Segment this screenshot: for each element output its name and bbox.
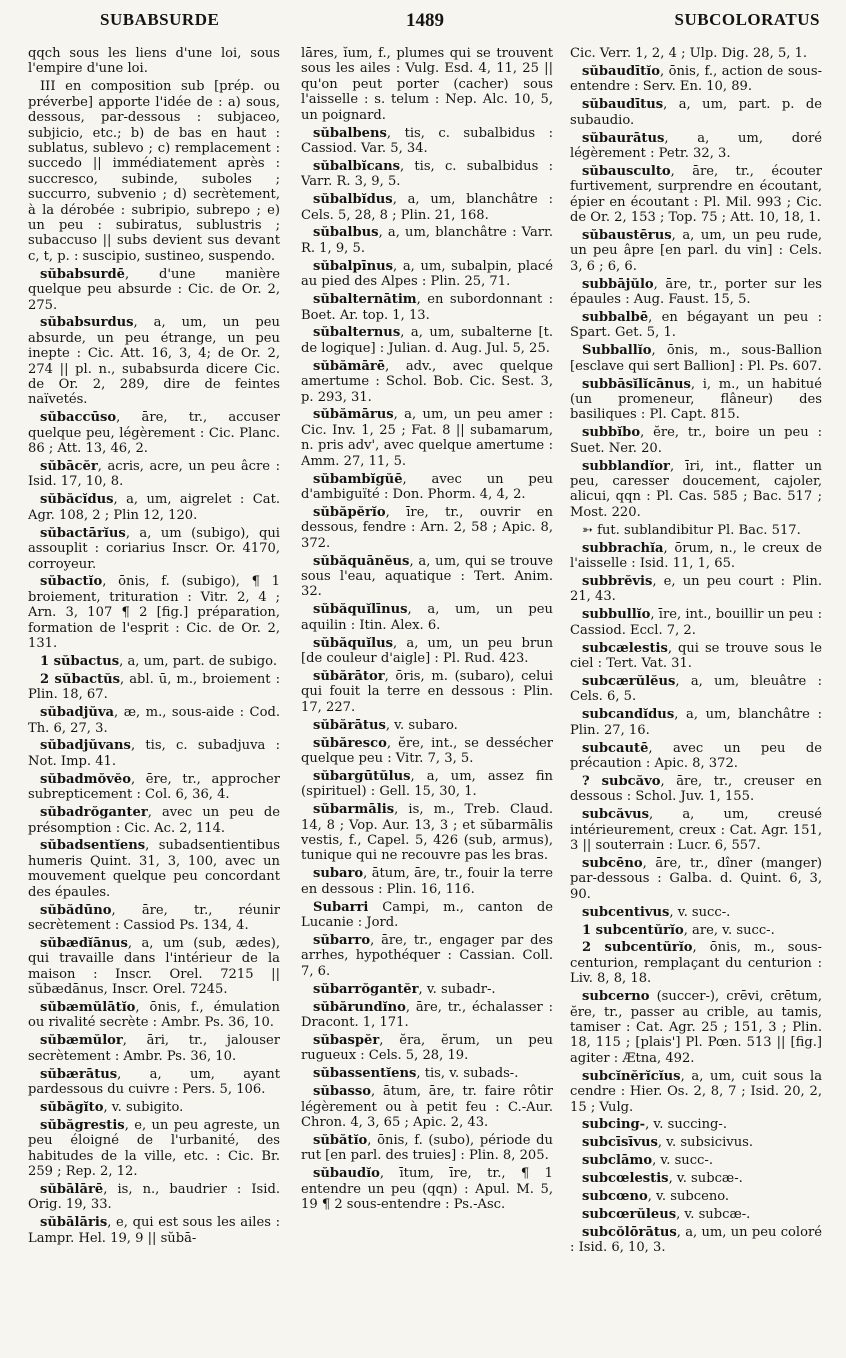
- entry-headword: sŭbasso: [313, 1084, 372, 1100]
- entry-headword: 1 sŭbactus: [40, 653, 120, 669]
- dictionary-entry: Cic. Verr. 1, 2, 4 ; Ulp. Dig. 28, 5, 1.: [570, 46, 808, 61]
- dictionary-entry: sŭbālārē, is, n., baudrier : Isid. Orig. 19, 33.: [28, 1181, 280, 1213]
- dictionary-entry: 2 subcentŭrĭo, ōnis, m., sous-centurion, remplaçant du centurion : Liv. 8, 8, 18.: [570, 940, 822, 987]
- dictionary-entry: ? subcăvo, āre, tr., creuser en dessous : Schol. Juv. 1, 155.: [570, 773, 822, 805]
- dictionary-entry: sŭbabsurdē, d'une manière quelque peu absurde : Cic. de Or. 2, 275.: [28, 266, 280, 313]
- entry-headword: subcerno: [582, 989, 650, 1005]
- entry-headword: subbāsĭlĭcānus: [582, 376, 691, 392]
- dictionary-entry: subbullĭo, īre, int., bouillir un peu : Cassiod. Eccl. 7, 2.: [570, 607, 822, 638]
- dictionary-entry: sŭbambĭgŭē, avec un peu d'ambiguïté : Don. Phorm. 4, 4, 2.: [301, 471, 553, 502]
- dictionary-entry: subbājŭlo, āre, tr., porter sur les épaules : Aug. Faust. 15, 5.: [570, 276, 822, 308]
- entry-headword: sŭbærātus: [40, 1066, 118, 1082]
- dictionary-entry: subcandĭdus, a, um, blanchâtre : Plin. 27, 16.: [570, 707, 822, 738]
- dictionary-entry: sŭbadsentĭens, subadsentientibus humeris Quint. 31, 3, 100, avec un mouvement quelque peu concordant des épaules.: [28, 838, 280, 900]
- entry-headword: sŭbactārĭus: [40, 525, 126, 541]
- dictionary-entry: sŭbasso, ātum, āre, tr. faire rôtir légèrement ou à petit feu : C.-Aur. Chron. 4, 3, 65 ; Apic. 2, 43.: [301, 1084, 553, 1130]
- dictionary-entry: sŭbămārus, a, um, un peu amer : Cic. Inv. 1, 25 ; Fat. 8 || subamarum, n. pris adv', avec quelque amertume : Amm. 27, 11, 5.: [301, 407, 553, 469]
- entry-headword: subaro: [313, 866, 364, 882]
- dictionary-entry: sŭbædĭānus, a, um (sub, ædes), qui travaille dans l'intérieur de la maison : Inscr. Orel. 7215 || sŭbædānus, Inscr. Orel. 7245.: [28, 935, 280, 998]
- entry-headword: 2 sŭbactŭs: [40, 671, 120, 687]
- entry-headword: sŭbæmŭlātĭo: [40, 999, 136, 1015]
- dictionary-entry: subcœrŭleus, v. subcæ-.: [582, 1206, 751, 1222]
- entry-headword: subcing-: [582, 1117, 646, 1133]
- dictionary-entry: sŭbalternus, a, um, subalterne [t. de logique] : Julian. d. Aug. Jul. 5, 25.: [301, 325, 553, 356]
- dictionary-entry: 1 subcentŭrĭo, are, v. succ-.: [582, 922, 775, 938]
- entry-headword: subcēno: [582, 855, 643, 871]
- entry-headword: subcœlestis: [582, 1171, 669, 1187]
- dictionary-entry: subbalbē, en bégayant un peu : Spart. Get. 5, 1.: [570, 310, 822, 341]
- entry-headword: sŭbæmŭlor: [40, 1033, 123, 1049]
- entry-headword: sŭbācĕr: [40, 459, 98, 475]
- dictionary-entry: sŭbaudītĭo, ōnis, f., action de sous-entendre : Serv. En. 10, 89.: [570, 63, 822, 95]
- dictionary-entry: sŭbădūno, āre, tr., réunir secrètement : Cassiod Ps. 134, 4.: [28, 902, 280, 933]
- header-left-guideword: SUBABSURDE: [100, 10, 220, 29]
- dictionary-entry: sŭbăpĕrĭo, īre, tr., ouvrir en dessous, fendre : Arn. 2, 58 ; Apic. 8, 372.: [301, 504, 553, 551]
- dictionary-entry: sŭbarmālis, is, m., Treb. Claud. 14, 8 ; Vop. Aur. 13, 3 ; et sŭbarmālis vestis, f., Capel. 5, 426 (sub, armus), tunique qui ne recouvre pas les bras.: [301, 802, 553, 864]
- entry-headword: Subballĭo: [582, 343, 652, 359]
- entry-headword: sŭbarmālis: [313, 802, 395, 818]
- entry-headword: sŭbămārē: [313, 358, 386, 374]
- entry-headword: subcăvus: [582, 807, 650, 823]
- dictionary-entry: sŭbaspĕr, ĕra, ĕrum, un peu rugueux : Cels. 5, 28, 19.: [301, 1032, 553, 1064]
- entry-headword: sŭbăquānĕus: [313, 553, 410, 569]
- entry-headword: 1 subcentŭrĭo: [582, 922, 684, 938]
- dictionary-entry: sŭbæmŭlātĭo, ōnis, f., émulation ou rivalité secrète : Ambr. Ps. 36, 10.: [28, 999, 280, 1031]
- dictionary-entry: subcing-, v. succing-.: [582, 1117, 728, 1133]
- entry-headword: sŭbaustērus: [582, 227, 672, 243]
- entry-headword: subcœno: [582, 1189, 648, 1205]
- dictionary-entry: sŭbăgĭto, v. subigito.: [40, 1099, 184, 1115]
- entry-headword: sŭbausculto: [582, 163, 671, 179]
- dictionary-entry: subcŏlōrātus, a, um, un peu coloré : Isid. 6, 10, 3.: [570, 1224, 822, 1256]
- dictionary-entry: sŭbaudītus, a, um, part. p. de subaudio.: [570, 97, 822, 128]
- dictionary-entry: sŭbaudĭo, ītum, īre, tr., ¶ 1 entendre un peu (qqn) : Apul. M. 5, 19 ¶ 2 sous-entendre : Ps.-Asc.: [301, 1166, 553, 1212]
- column-3: [570, 46, 822, 1352]
- entry-headword: sŭbăquĭlīnus: [313, 602, 408, 618]
- entry-headword: sŭbassentĭens: [313, 1066, 417, 1082]
- dictionary-entry: subcentivus, v. succ-.: [582, 904, 731, 920]
- dictionary-entry: Subarri Campi, m., canton de Lucanie : Jord.: [301, 899, 553, 931]
- dictionary-entry: subcœlestis, v. subcæ-.: [582, 1171, 743, 1187]
- entry-headword: subbalbē: [582, 310, 649, 325]
- entry-headword: sŭbăgrestis: [40, 1117, 125, 1133]
- dictionary-entry: subbĭbo, ĕre, tr., boire un peu : Suet. Ner. 20.: [570, 425, 822, 456]
- dictionary-entry: lāres, ĭum, f., plumes qui se trouvent sous les ailes : Vulg. Esd. 4, 11, 25 || qu'on peut porter (cacher) sous l'aisselle : s. telum : Nep. Alc. 10, 5, un poignard.: [301, 46, 553, 123]
- dictionary-entry: sŭbausculto, āre, tr., écouter furtivement, surprendre en écoutant, épier en écoutant : Pl. Mil. 993 ; Cic. de Or. 2, 153 ; Top. 75 ; Att. 10, 18, 1.: [570, 163, 822, 226]
- entry-headword: subbrĕvis: [582, 574, 653, 589]
- entry-headword: sŭbăresco: [313, 735, 387, 751]
- entry-headword: sŭbalbĭdus: [313, 192, 393, 208]
- entry-headword: 2 subcentŭrĭo: [582, 940, 693, 956]
- entry-headword: sŭbămārus: [313, 407, 394, 423]
- dictionary-entry: subcăvus, a, um, creusé intérieurement, creux : Cat. Agr. 151, 3 || souterrain : Lucr. 6, 557.: [570, 807, 822, 853]
- dictionary-entry: Subballĭo, ōnis, m., sous-Ballion [esclave qui sert Ballion] : Pl. Ps. 607.: [570, 343, 822, 374]
- entry-headword: sŭbadjŭvans: [40, 738, 131, 754]
- dictionary-entry: sŭbalbĭcans, tis, c. subalbidus : Varr. R. 3, 9, 5.: [301, 158, 553, 190]
- entry-headword: sŭbalbens: [313, 125, 387, 141]
- entry-headword: sŭbadjŭva: [40, 705, 115, 721]
- entry-headword: subcælestis: [582, 640, 668, 656]
- dictionary-entry: sŭbămārē, adv., avec quelque amertume : Schol. Bob. Cic. Sest. 3, p. 293, 31.: [301, 358, 553, 405]
- dictionary-entry: subbrachĭa, ōrum, n., le creux de l'aisselle : Isid. 11, 1, 65.: [570, 540, 822, 572]
- dictionary-entry: subbāsĭlĭcānus, i, m., un habitué (un promeneur, flâneur) des basiliques : Pl. Capt. 815.: [570, 376, 822, 423]
- entry-headword: subcīsīvus: [582, 1135, 658, 1151]
- dictionary-entry: subcĭnĕrĭcĭus, a, um, cuit sous la cendre : Hier. Os. 2, 8, 7 ; Isid. 20, 2, 15 ; Vulg.: [570, 1068, 822, 1115]
- entry-headword: subcautē: [582, 740, 649, 756]
- entry-headword: sŭbăquĭlus: [313, 635, 394, 651]
- entry-headword: subcœrŭleus: [582, 1206, 677, 1222]
- entry-headword: subbullĭo: [582, 607, 651, 623]
- entry-headword: sŭbarrŏgantĕr: [313, 981, 419, 997]
- dictionary-entry: subaro, ātum, āre, tr., fouir la terre en dessous : Plin. 16, 116.: [301, 866, 553, 897]
- entry-headword: sŭbăpĕrĭo: [313, 504, 386, 520]
- entry-headword: sŭbabsurdē: [40, 266, 125, 282]
- dictionary-entry: sŭbālāris, e, qui est sous les ailes : Lampr. Hel. 19, 9 || sŭbā-: [28, 1215, 280, 1246]
- entry-headword: sŭbaudītĭo: [582, 63, 660, 79]
- dictionary-entry: subclāmo, v. succ-.: [582, 1153, 713, 1169]
- dictionary-entry: sŭbassentĭens, tis, v. subads-.: [313, 1066, 519, 1082]
- entry-headword: sŭbărātor: [313, 668, 385, 684]
- entry-headword: sŭbaudĭo: [313, 1166, 380, 1182]
- entry-headword: subcĭnĕrĭcĭus: [582, 1068, 681, 1084]
- entry-headword: subcandĭdus: [582, 707, 675, 723]
- dictionary-entry: sŭbadjŭvans, tis, c. subadjuva : Not. Imp. 41.: [28, 738, 280, 769]
- dictionary-entry: sŭbăquĭlīnus, a, um, un peu aquilin : Itin. Alex. 6.: [301, 602, 553, 633]
- dictionary-entry: sŭbaustērus, a, um, un peu rude, un peu âpre [en parl. du vin] : Cels. 3, 6 ; 6, 6.: [570, 227, 822, 274]
- dictionary-entry: sŭbărātus, v. subaro.: [313, 717, 458, 733]
- dictionary-entry: subblandĭor, īri, int., flatter un peu, caresser doucement, cajoler, alicui, qqn : Pl. Cas. 585 ; Bac. 517 ; Most. 220.: [570, 458, 822, 520]
- entry-headword: Subarri: [313, 899, 369, 915]
- dictionary-entry: subcælestis, qui se trouve sous le ciel : Tert. Vat. 31.: [570, 640, 822, 672]
- dictionary-entry: sŭbargūtŭlus, a, um, assez fin (spirituel) : Gell. 15, 30, 1.: [301, 768, 553, 800]
- entry-headword: subbrachĭa: [582, 540, 664, 556]
- entry-headword: subcŏlōrātus: [582, 1224, 677, 1240]
- entry-headword: sŭbālāris: [40, 1215, 108, 1231]
- entry-headword: subcærŭlĕus: [582, 673, 676, 689]
- dictionary-entry: subcærŭlĕus, a, um, bleuâtre : Cels. 6, 5.: [570, 673, 822, 705]
- entry-headword: subbājŭlo: [582, 276, 654, 292]
- entry-headword: sŭbalternus: [313, 325, 401, 341]
- entry-headword: sŭbadsentĭens: [40, 838, 146, 854]
- entry-headword: sŭbadmŏvĕo: [40, 771, 131, 787]
- entry-headword: sŭbădūno: [40, 902, 112, 918]
- dictionary-entry: sŭbărātor, ōris, m. (subaro), celui qui fouit la terre en dessous : Plin. 17, 227.: [301, 668, 553, 715]
- entry-headword: sŭbambĭgŭē: [313, 471, 403, 487]
- entry-headword: subcentivus: [582, 904, 670, 920]
- entry-headword: sŭbalpīnus: [313, 258, 394, 274]
- entry-headword: sŭbaccūso: [40, 410, 117, 426]
- dictionary-entry: sŭbăresco, ĕre, int., se dessécher quelque peu : Vitr. 7, 3, 5.: [301, 735, 553, 766]
- entry-headword: sŭbarro: [313, 932, 371, 948]
- dictionary-entry: sŭbărundĭno, āre, tr., échalasser : Dracont. 1, 171.: [301, 999, 553, 1030]
- dictionary-entry: sŭbærātus, a, um, ayant pardessous du cuivre : Pers. 5, 106.: [28, 1066, 280, 1097]
- entry-headword: sŭbædĭānus: [40, 935, 128, 951]
- entry-headword: sŭbărātus: [313, 717, 386, 733]
- entry-headword: sŭbalternātim: [313, 292, 417, 308]
- entry-headword: sŭbālārē: [40, 1181, 104, 1197]
- dictionary-entry: qqch sous les liens d'une loi, sous l'empire d'une loi.: [28, 46, 280, 77]
- page-number: 1489: [406, 10, 444, 31]
- page-header: [0, 10, 846, 36]
- dictionary-entry: sŭbactĭo, ōnis, f. (subigo), ¶ 1 broiement, trituration : Vitr. 2, 4 ; Arn. 3, 107 ¶ 2 [fig.] préparation, formation de l'esprit : Cic. de Or. 2, 131.: [28, 574, 280, 652]
- dictionary-entry: subcœno, v. subceno.: [582, 1189, 730, 1205]
- dictionary-entry: subcautē, avec un peu de précaution : Apic. 8, 372.: [570, 740, 822, 771]
- dictionary-entry: sŭbăcĭdus, a, um, aigrelet : Cat. Agr. 108, 2 ; Plin 12, 120.: [28, 492, 280, 523]
- text-columns: [28, 46, 828, 1352]
- entry-headword: sŭbalbus: [313, 225, 379, 241]
- dictionary-entry: sŭbătĭo, ōnis, f. (subo), période du rut [en parl. des truies] : Plin. 8, 205.: [301, 1132, 553, 1164]
- dictionary-entry: sŭbaurātus, a, um, doré légèrement : Petr. 32, 3.: [570, 130, 822, 161]
- entry-headword: sŭbaurātus: [582, 130, 665, 146]
- dictionary-entry: sŭbarrŏgantĕr, v. subadr-.: [313, 981, 496, 997]
- dictionary-entry: subcēno, āre, tr., dîner (manger) par-dessous : Galba. d. Quint. 6, 3, 90.: [570, 855, 822, 902]
- dictionary-entry: sŭbadmŏvĕo, ēre, tr., approcher subrepticement : Col. 6, 36, 4.: [28, 771, 280, 803]
- dictionary-entry: sŭbadjŭva, æ, m., sous-aide : Cod. Th. 6, 27, 3.: [28, 705, 280, 736]
- entry-headword: ? subcăvo: [582, 773, 661, 789]
- dictionary-entry: subcerno (succer-), crēvi, crētum, ĕre, tr., passer au crible, au tamis, tamiser : Cat. Agr. 25 ; 151, 3 ; Plin. 18, 115 ; [plais'] Pl. Pœn. 513 || [fig.] agiter : Ætna, 492.: [570, 989, 822, 1066]
- dictionary-entry: sŭbalbens, tis, c. subalbidus : Cassiod. Var. 5, 34.: [301, 125, 553, 156]
- dictionary-entry: sŭbactārĭus, a, um (subigo), qui assouplit : coriarius Inscr. Or. 4170, corroyeur.: [28, 525, 280, 572]
- dictionary-entry: III en composition sub [prép. ou préverbe] apporte l'idée de : a) sous, dessous, par-dessous : subjaceo, subjicio, etc.; b) de bas en haut : sublatus, sublevo ; c) remplacement : succedo || immédiatement après : succresco, subinde, suboles ; succurro, subvenio ; d) secrètement, à la dérobée : subripio, subrepo ; e) un peu : subiratus, sublustris ; subaccuso || subs devient sus devant c, t, p. : suscipio, sustineo, suspendo.: [28, 79, 280, 264]
- dictionary-entry: ➳ fut. sublandibitur Pl. Bac. 517.: [582, 522, 801, 538]
- column-1: [28, 46, 280, 1352]
- column-2: [301, 46, 553, 1352]
- entry-headword: sŭbăgĭto: [40, 1099, 104, 1115]
- entry-headword: sŭbactĭo: [40, 574, 103, 590]
- dictionary-entry: sŭbācĕr, acris, acre, un peu âcre : Isid. 17, 10, 8.: [28, 459, 280, 490]
- dictionary-entry: sŭbabsurdus, a, um, un peu absurde, un peu étrange, un peu inepte : Cic. Att. 16, 3, 4; de Or. 2, 274 || pl. n., subabsurda dicere Cic. de Or. 2, 289, dire de feintes naïvetés.: [28, 315, 280, 408]
- dictionary-entry: sŭbaccūso, āre, tr., accuser quelque peu, légèrement : Cic. Planc. 86 ; Att. 13, 46, 2.: [28, 410, 280, 457]
- dictionary-entry: 1 sŭbactus, a, um, part. de subigo.: [40, 653, 277, 669]
- entry-headword: subclāmo: [582, 1153, 653, 1169]
- dictionary-entry: sŭbăgrestis, e, un peu agreste, un peu éloigné de l'urbanité, des habitudes de la ville, etc. : Cic. Br. 259 ; Rep. 2, 12.: [28, 1117, 280, 1180]
- header-right-guideword: SUBCOLORATUS: [674, 10, 820, 29]
- dictionary-entry: sŭbarro, āre, tr., engager par des arrhes, hypothéquer : Cassian. Coll. 7, 6.: [301, 932, 553, 979]
- entry-headword: sŭbalbĭcans: [313, 158, 400, 174]
- entry-headword: subblandĭor: [582, 458, 670, 474]
- entry-headword: sŭbargūtŭlus: [313, 768, 411, 784]
- entry-headword: sŭbărundĭno: [313, 999, 406, 1015]
- dictionary-entry: sŭbalbĭdus, a, um, blanchâtre : Cels. 5, 28, 8 ; Plin. 21, 168.: [301, 192, 553, 223]
- dictionary-entry: sŭbalternātim, en subordonnant : Boet. Ar. top. 1, 13.: [301, 292, 553, 323]
- dictionary-entry: subbrĕvis, e, un peu court : Plin. 21, 43.: [570, 574, 822, 605]
- dictionary-entry: sŭbăquĭlus, a, um, un peu brun [de couleur d'aigle] : Pl. Rud. 423.: [301, 635, 553, 667]
- entry-headword: sŭbaudītus: [582, 97, 664, 113]
- dictionary-entry: sŭbăquānĕus, a, um, qui se trouve sous l'eau, aquatique : Tert. Anim. 32.: [301, 553, 553, 600]
- dictionary-entry: sŭbadrŏganter, avec un peu de présomption : Cic. Ac. 2, 114.: [28, 805, 280, 836]
- entry-headword: sŭbăcĭdus: [40, 492, 114, 508]
- entry-headword: sŭbabsurdus: [40, 315, 134, 331]
- dictionary-entry: sŭbæmŭlor, āri, tr., jalouser secrètement : Ambr. Ps. 36, 10.: [28, 1033, 280, 1064]
- dictionary-entry: sŭbalpīnus, a, um, subalpin, placé au pied des Alpes : Plin. 25, 71.: [301, 258, 553, 290]
- dictionary-entry: subcīsīvus, v. subsicivus.: [582, 1135, 754, 1151]
- entry-headword: sŭbătĭo: [313, 1132, 368, 1148]
- entry-headword: sŭbadrŏganter: [40, 805, 148, 821]
- entry-headword: sŭbaspĕr: [313, 1032, 380, 1048]
- dictionary-entry: sŭbalbus, a, um, blanchâtre : Varr. R. 1, 9, 5.: [301, 225, 553, 256]
- entry-headword: subbĭbo: [582, 425, 641, 441]
- dictionary-entry: 2 sŭbactŭs, abl. ū, m., broiement : Plin. 18, 67.: [28, 671, 280, 703]
